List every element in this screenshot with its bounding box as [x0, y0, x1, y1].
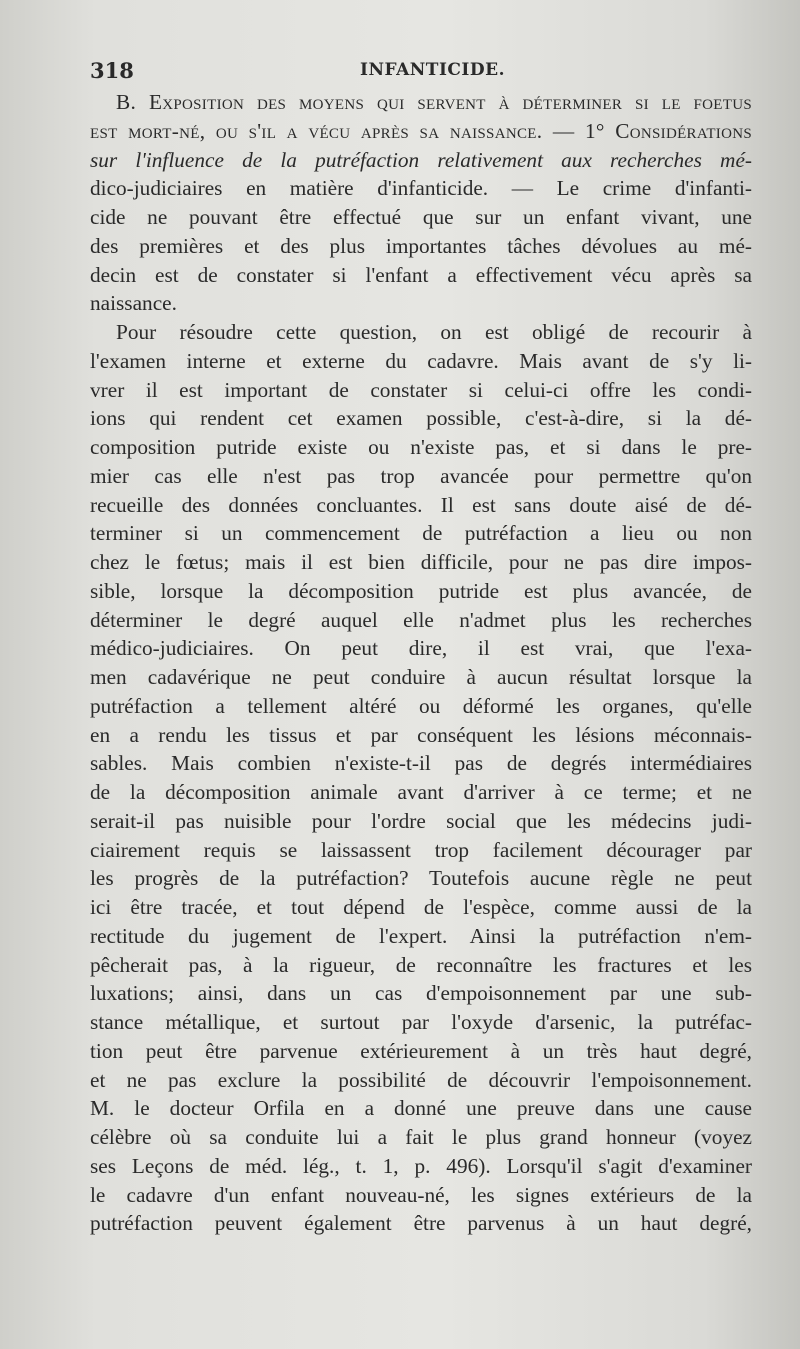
text-line: des premières et des plus importantes tâches dévolues au mé- — [90, 233, 752, 258]
text-line: Pour résoudre cette question, on est obligé de recourir à — [116, 320, 752, 344]
text-line: decin est de constater si l'enfant a effectivement vécu après sa — [90, 262, 752, 287]
text-line: l'examen interne et externe du cadavre. Mais avant de s'y li- — [90, 348, 752, 373]
text-line: sur l'influence de la putréfaction relativement aux recherches mé- — [90, 147, 752, 172]
text-line: en a rendu les tissus et par conséquent les lésions méconnais- — [90, 722, 752, 747]
text-line: et ne pas exclure la possibilité de découvrir l'empoisonnement. — [90, 1067, 752, 1092]
text-line: recueille des données concluantes. Il est sans doute aisé de dé- — [90, 492, 752, 517]
text-line: putréfaction peuvent également être parvenus à un haut degré, — [90, 1211, 752, 1236]
text-line: luxations; ainsi, dans un cas d'empoisonnement par une sub- — [90, 981, 752, 1006]
text-line: composition putride existe ou n'existe pas, et si dans le pre- — [90, 435, 752, 459]
text-line: vrer il est important de constater si celui-ci offre les condi- — [90, 377, 752, 402]
text-line: ici être tracée, et tout dépend de l'espèce, comme aussi de la — [90, 895, 752, 919]
text-line: men cadavérique ne peut conduire à aucun résultat lorsque la — [90, 665, 752, 689]
page-number: 318 — [90, 58, 134, 83]
body-text — [90, 88, 752, 1238]
text-line: naissance. — [90, 291, 177, 316]
text-line: putréfaction a tellement altéré ou déformé les organes, qu'elle — [90, 693, 752, 718]
text-line: ses Leçons de méd. lég., t. 1, p. 496). Lorsqu'il s'agit d'examiner — [90, 1153, 752, 1178]
page-header — [90, 58, 752, 88]
text-line: les progrès de la putréfaction? Toutefois aucune règle ne peut — [90, 866, 752, 891]
text-line: de la décomposition animale avant d'arriver à ce terme; et ne — [90, 780, 752, 804]
text-line: serait-il pas nuisible pour l'ordre social que les médecins judi- — [90, 808, 752, 833]
text-line: célèbre où sa conduite lui a fait le plus grand honneur (voyez — [90, 1125, 752, 1149]
text-line: B. Exposition des moyens qui servent à déterminer si le foetus — [116, 90, 752, 114]
text-line: ions qui rendent cet examen possible, c'est-à-dire, si la dé- — [90, 406, 752, 431]
text-line: déterminer le degré auquel elle n'admet plus les recherches — [90, 607, 752, 632]
text-line: rectitude du jugement de l'expert. Ainsi la putréfaction n'em- — [90, 923, 752, 948]
text-line: le cadavre d'un enfant nouveau-né, les signes extérieurs de la — [90, 1182, 752, 1207]
running-head: INFANTICIDE. — [360, 60, 505, 80]
text-line: sible, lorsque la décomposition putride est plus avancée, de — [90, 578, 752, 603]
text-line: sables. Mais combien n'existe-t-il pas de degrés intermédiaires — [90, 751, 752, 776]
text-line: terminer si un commencement de putréfaction a lieu ou non — [90, 521, 752, 546]
text-line: cide ne pouvant être effectué que sur un enfant vivant, une — [90, 205, 752, 229]
text-line: est mort-né, ou s'il a vécu après sa naissance. — 1° Considérations — [90, 118, 752, 143]
text-line: mier cas elle n'est pas trop avancée pour permettre qu'on — [90, 463, 752, 488]
text-line: médico-judiciaires. On peut dire, il est vrai, que l'exa- — [90, 636, 752, 661]
text-line: chez le fœtus; mais il est bien difficile, pour ne pas dire impos- — [90, 550, 752, 574]
text-line: stance métallique, et surtout par l'oxyde d'arsenic, la putréfac- — [90, 1010, 752, 1034]
text-line: ciairement requis se laissassent trop facilement décourager par — [90, 837, 752, 862]
text-line: dico-judiciaires en matière d'infanticide. — Le crime d'infanti- — [90, 176, 752, 201]
text-line: tion peut être parvenue extérieurement à un très haut degré, — [90, 1038, 752, 1063]
text-line: M. le docteur Orfila en a donné une preuve dans une cause — [90, 1096, 752, 1121]
text-line: pêcherait pas, à la rigueur, de reconnaître les fractures et les — [90, 952, 752, 977]
